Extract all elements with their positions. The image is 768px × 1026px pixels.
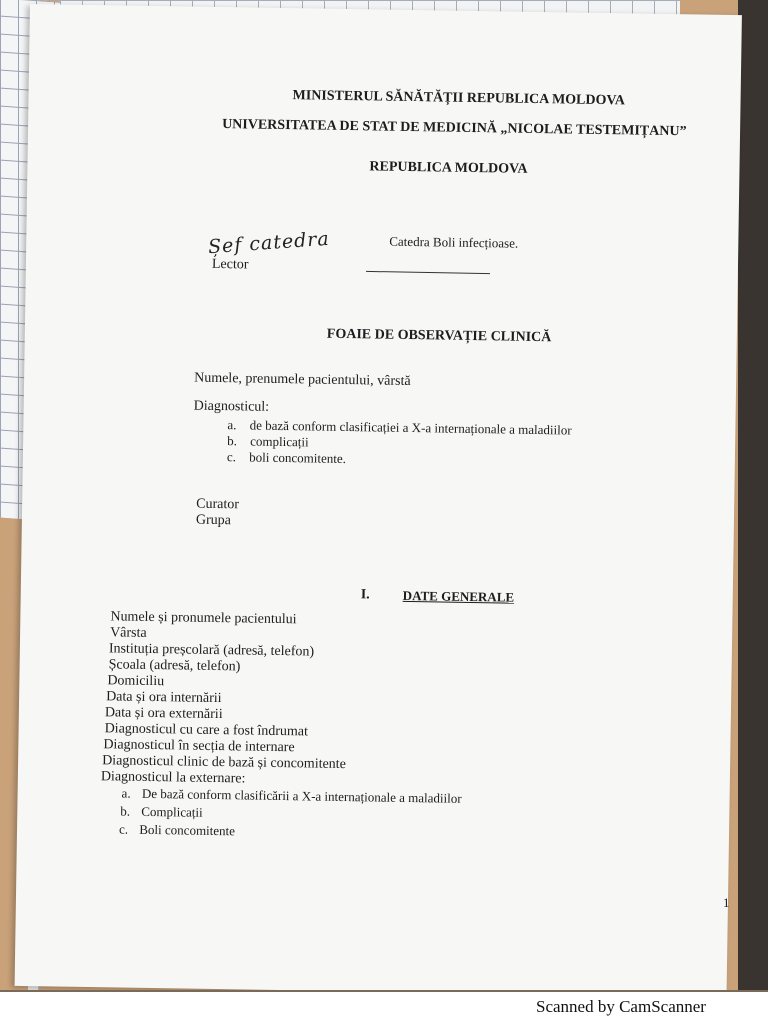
- diagnosis-item: [227, 449, 346, 467]
- general-field: Instituția preșcolară (adresă, telefon): [108, 641, 315, 660]
- general-field: Școala (adresă, telefon): [108, 657, 241, 675]
- discharge-marker: a.: [121, 785, 131, 801]
- general-field: Diagnosticul cu care a fost îndrumat: [104, 721, 309, 740]
- diagnosis-item: [227, 433, 309, 450]
- department-label: Catedra Boli infecțioase.: [389, 233, 519, 251]
- section-title: DATE GENERALE: [402, 587, 515, 605]
- discharge-item: [119, 822, 235, 840]
- lector-label: Lector: [211, 256, 249, 273]
- diagnosis-label: Diagnosticul:: [193, 398, 270, 415]
- handwritten-signature: Șef catedra: [207, 227, 331, 259]
- discharge-marker: b.: [120, 803, 131, 819]
- diagnosis-text: boli concomitente.: [249, 449, 347, 467]
- university-heading: UNIVERSITATEA DE STAT DE MEDICINĂ „NICOLAE TESTEMIȚANU”: [222, 117, 687, 140]
- general-field: Numele și pronumele pacientului: [110, 609, 297, 628]
- general-field: Data și ora externării: [104, 705, 223, 723]
- country-heading: REPUBLICA MOLDOVA: [369, 159, 528, 177]
- document-page: [15, 4, 742, 997]
- discharge-text: Complicații: [141, 803, 203, 820]
- general-field: Diagnosticul la externare:: [100, 769, 246, 787]
- general-field: Diagnosticul în secția de internare: [103, 737, 295, 756]
- discharge-item: [120, 804, 203, 821]
- ministry-heading: MINISTERUL SĂNĂTĂȚII REPUBLICA MOLDOVA: [292, 88, 625, 109]
- form-title: FOAIE DE OBSERVAȚIE CLINICĂ: [326, 326, 552, 346]
- diagnosis-text: de bază conform clasificației a X-a internaționale a maladiilor: [249, 417, 572, 438]
- discharge-text: De bază conform clasificării a X-a internaționale a maladiilor: [141, 785, 462, 806]
- page-number: 1: [723, 895, 730, 910]
- general-field: Data și ora internării: [106, 689, 222, 707]
- discharge-marker: c.: [118, 821, 129, 837]
- general-field: Diagnosticul clinic de bază și concomitente: [102, 753, 346, 773]
- section-number: I.: [360, 587, 370, 603]
- dark-edge: [738, 0, 768, 1000]
- discharge-text: Boli concomitente: [139, 821, 236, 839]
- curator-label: Curator: [196, 496, 240, 513]
- diagnosis-text: complicații: [250, 433, 309, 450]
- patient-line: Numele, prenumele pacientului, vârstă: [194, 370, 411, 390]
- diagnosis-marker: a.: [227, 417, 237, 433]
- scanner-watermark: Scanned by CamScanner: [536, 997, 706, 1016]
- diagnosis-marker: b.: [227, 433, 238, 449]
- general-field: Domiciliu: [107, 673, 165, 690]
- diagnosis-marker: c.: [226, 449, 237, 465]
- group-label: Grupa: [195, 512, 232, 529]
- general-field: Vârsta: [110, 625, 147, 641]
